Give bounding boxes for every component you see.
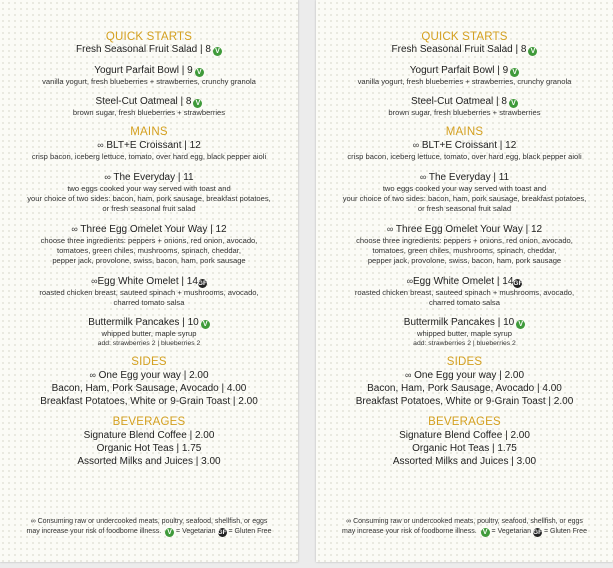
menu-item-parfait	[316, 65, 613, 87]
raw-warning-icon: ∞	[97, 140, 104, 150]
menu-footer	[0, 517, 298, 537]
item-description: crisp bacon, iceberg lettuce, tomato, over hard egg, black pepper aioli	[347, 152, 582, 161]
menu-item-omelet	[316, 223, 613, 266]
item-name: Steel-Cut Oatmeal | 8	[411, 96, 507, 107]
menu-item-pancakes	[0, 317, 298, 348]
raw-warning-icon: ∞	[89, 370, 96, 380]
vegetarian-icon: V	[516, 320, 525, 329]
item-description: or fresh seasonal fruit salad	[102, 204, 196, 213]
menu-item-omelet	[0, 223, 298, 266]
side-item: Bacon, Ham, Pork Sausage, Avocado | 4.00	[51, 383, 247, 394]
item-description: whipped butter, maple syrup	[101, 329, 197, 338]
item-name: Egg White Omelet | 14	[413, 276, 514, 287]
item-name: Fresh Seasonal Fruit Salad | 8	[76, 44, 211, 55]
gluten-free-icon: GF	[217, 529, 227, 536]
item-name: Three Egg Omelet Your Way | 12	[80, 224, 227, 235]
gluten-free-icon: GF	[197, 280, 207, 287]
item-name: Egg White Omelet | 14	[97, 276, 198, 287]
menu-page-right	[316, 0, 613, 562]
mains-heading: MAINS	[445, 126, 484, 138]
item-description: charred tomato salsa	[113, 298, 185, 307]
beverages-list	[316, 429, 613, 468]
beverages-list	[0, 429, 298, 468]
mains-heading: MAINS	[130, 126, 168, 138]
raw-warning-icon: ∞	[104, 172, 111, 182]
item-description: vanilla yogurt, fresh blueberries + strawberries, crunchy granola	[357, 77, 572, 86]
footer-legend: = Gluten Free	[543, 528, 587, 535]
item-description: two eggs cooked your way served with toast and	[382, 184, 547, 193]
raw-warning-icon: ∞	[30, 518, 36, 525]
vegetarian-icon: V	[528, 47, 537, 56]
footer-warning: Consuming raw or undercooked meats, poultry, seafood, shellfish, or eggs	[353, 518, 583, 525]
footer-warning: Consuming raw or undercooked meats, poultry, seafood, shellfish, or eggs	[37, 518, 268, 525]
item-name: Buttermilk Pancakes | 10	[403, 317, 515, 328]
beverage-item: Signature Blend Coffee | 2.00	[399, 430, 530, 441]
menu-item-pancakes	[316, 317, 613, 348]
menu-item-parfait	[0, 65, 298, 87]
footer-legend: = Vegetarian	[491, 528, 532, 535]
vegetarian-icon: V	[201, 320, 210, 329]
side-item: One Egg your way | 2.00	[414, 370, 525, 381]
raw-warning-icon: ∞	[346, 518, 352, 525]
menu-item-fruit-salad	[0, 44, 298, 56]
item-description: crisp bacon, iceberg lettuce, tomato, over hard egg, black pepper aioli	[31, 152, 267, 161]
sides-heading: SIDES	[446, 356, 483, 368]
side-item: Breakfast Potatoes, White or 9-Grain Toast | 2.00	[355, 396, 574, 407]
footer-warning: may increase your risk of foodborne illness.	[26, 528, 162, 535]
item-name: Yogurt Parfait Bowl | 9	[94, 65, 193, 76]
menu-item-egg-white-omelet	[0, 275, 298, 308]
beverage-item: Organic Hot Teas | 1.75	[96, 443, 202, 454]
beverages-heading: BEVERAGES	[112, 416, 186, 428]
beverage-item: Assorted Milks and Juices | 3.00	[77, 456, 221, 467]
menu-item-egg-white-omelet	[316, 275, 613, 308]
raw-warning-icon: ∞	[71, 224, 78, 234]
item-name: Fresh Seasonal Fruit Salad | 8	[391, 44, 527, 55]
item-description: vanilla yogurt, fresh blueberries + strawberries, crunchy granola	[42, 77, 256, 86]
item-addon: add: strawberries 2 | blueberries 2	[97, 340, 201, 347]
raw-warning-icon: ∞	[386, 224, 394, 234]
item-description: roasted chicken breast, sauteed spinach + mushrooms, avocado,	[354, 288, 575, 297]
item-description: or fresh seasonal fruit salad	[417, 204, 512, 213]
menu-item-oatmeal	[0, 96, 298, 118]
sides-heading: SIDES	[131, 356, 167, 368]
item-description: choose three ingredients: peppers + onions, red onion, avocado,	[356, 236, 573, 245]
menu-content	[316, 0, 613, 468]
beverage-item: Organic Hot Teas | 1.75	[412, 443, 517, 454]
item-name: Yogurt Parfait Bowl | 9	[409, 65, 509, 76]
side-item: Breakfast Potatoes, White or 9-Grain Toast | 2.00	[40, 396, 258, 407]
sides-list	[0, 369, 298, 408]
footer-legend: = Vegetarian	[176, 528, 216, 535]
item-description: brown sugar, fresh blueberries + strawberries	[72, 108, 226, 117]
item-description: brown sugar, fresh blueberries + strawberries	[388, 108, 541, 117]
menu-item-everyday	[316, 171, 613, 214]
item-description: tomatoes, green chiles, mushrooms, spinach, cheddar,	[56, 246, 242, 255]
menu-item-oatmeal	[316, 96, 613, 118]
menu-item-everyday	[0, 171, 298, 214]
vegetarian-icon: V	[195, 68, 204, 77]
sides-list	[316, 369, 613, 408]
raw-warning-icon: ∞	[91, 276, 98, 286]
menu-item-blte	[316, 139, 613, 162]
item-description: your choice of two sides: bacon, ham, pork sausage, breakfast potatoes,	[342, 194, 587, 203]
raw-warning-icon: ∞	[404, 370, 412, 380]
item-description: your choice of two sides: bacon, ham, pork sausage, breakfast potatoes,	[27, 194, 271, 203]
item-description: tomatoes, green chiles, mushrooms, spinach, cheddar,	[372, 246, 557, 255]
menu-page-left	[0, 0, 298, 562]
footer-warning: may increase your risk of foodborne illness.	[342, 528, 477, 535]
item-name: Steel-Cut Oatmeal | 8	[95, 96, 192, 107]
beverage-item: Assorted Milks and Juices | 3.00	[392, 456, 537, 467]
quick-starts-heading: QUICK STARTS	[421, 31, 508, 43]
item-name: Buttermilk Pancakes | 10	[88, 317, 199, 328]
item-name: Three Egg Omelet Your Way | 12	[395, 224, 543, 235]
item-description: choose three ingredients: peppers + onions, red onion, avocado,	[40, 236, 258, 245]
item-name: BLT+E Croissant | 12	[421, 140, 517, 151]
beverage-item: Signature Blend Coffee | 2.00	[83, 430, 215, 441]
menu-footer	[316, 517, 613, 537]
footer-legend: = Gluten Free	[228, 528, 272, 535]
item-description: roasted chicken breast, sauteed spinach + mushrooms, avocado,	[39, 288, 259, 297]
item-description: pepper jack, provolone, swiss, bacon, ham, pork sausage	[367, 256, 562, 265]
vegetarian-icon: V	[193, 99, 202, 108]
item-addon: add: strawberries 2 | blueberries 2	[413, 340, 516, 347]
vegetarian-icon: V	[509, 99, 518, 108]
vegetarian-icon: V	[165, 528, 174, 537]
item-description: two eggs cooked your way served with toast and	[67, 184, 231, 193]
item-description: pepper jack, provolone, swiss, bacon, ham, pork sausage	[52, 256, 246, 265]
quick-starts-heading: QUICK STARTS	[105, 31, 193, 43]
gluten-free-icon: GF	[533, 529, 543, 536]
menu-content	[0, 0, 298, 468]
item-name: BLT+E Croissant | 12	[106, 140, 201, 151]
item-name: The Everyday | 11	[113, 172, 194, 183]
side-item: Bacon, Ham, Pork Sausage, Avocado | 4.00	[367, 383, 562, 394]
gluten-free-icon: GF	[513, 280, 523, 287]
vegetarian-icon: V	[481, 528, 490, 537]
item-name: The Everyday | 11	[428, 172, 510, 183]
menu-item-fruit-salad	[316, 44, 613, 56]
raw-warning-icon: ∞	[412, 140, 420, 150]
item-description: whipped butter, maple syrup	[417, 329, 512, 338]
raw-warning-icon: ∞	[406, 276, 413, 286]
vegetarian-icon: V	[510, 68, 519, 77]
side-item: One Egg your way | 2.00	[98, 370, 209, 381]
menu-item-blte	[0, 139, 298, 162]
beverages-heading: BEVERAGES	[428, 416, 501, 428]
item-description: charred tomato salsa	[429, 298, 500, 307]
raw-warning-icon: ∞	[419, 172, 427, 182]
vegetarian-icon: V	[213, 47, 222, 56]
